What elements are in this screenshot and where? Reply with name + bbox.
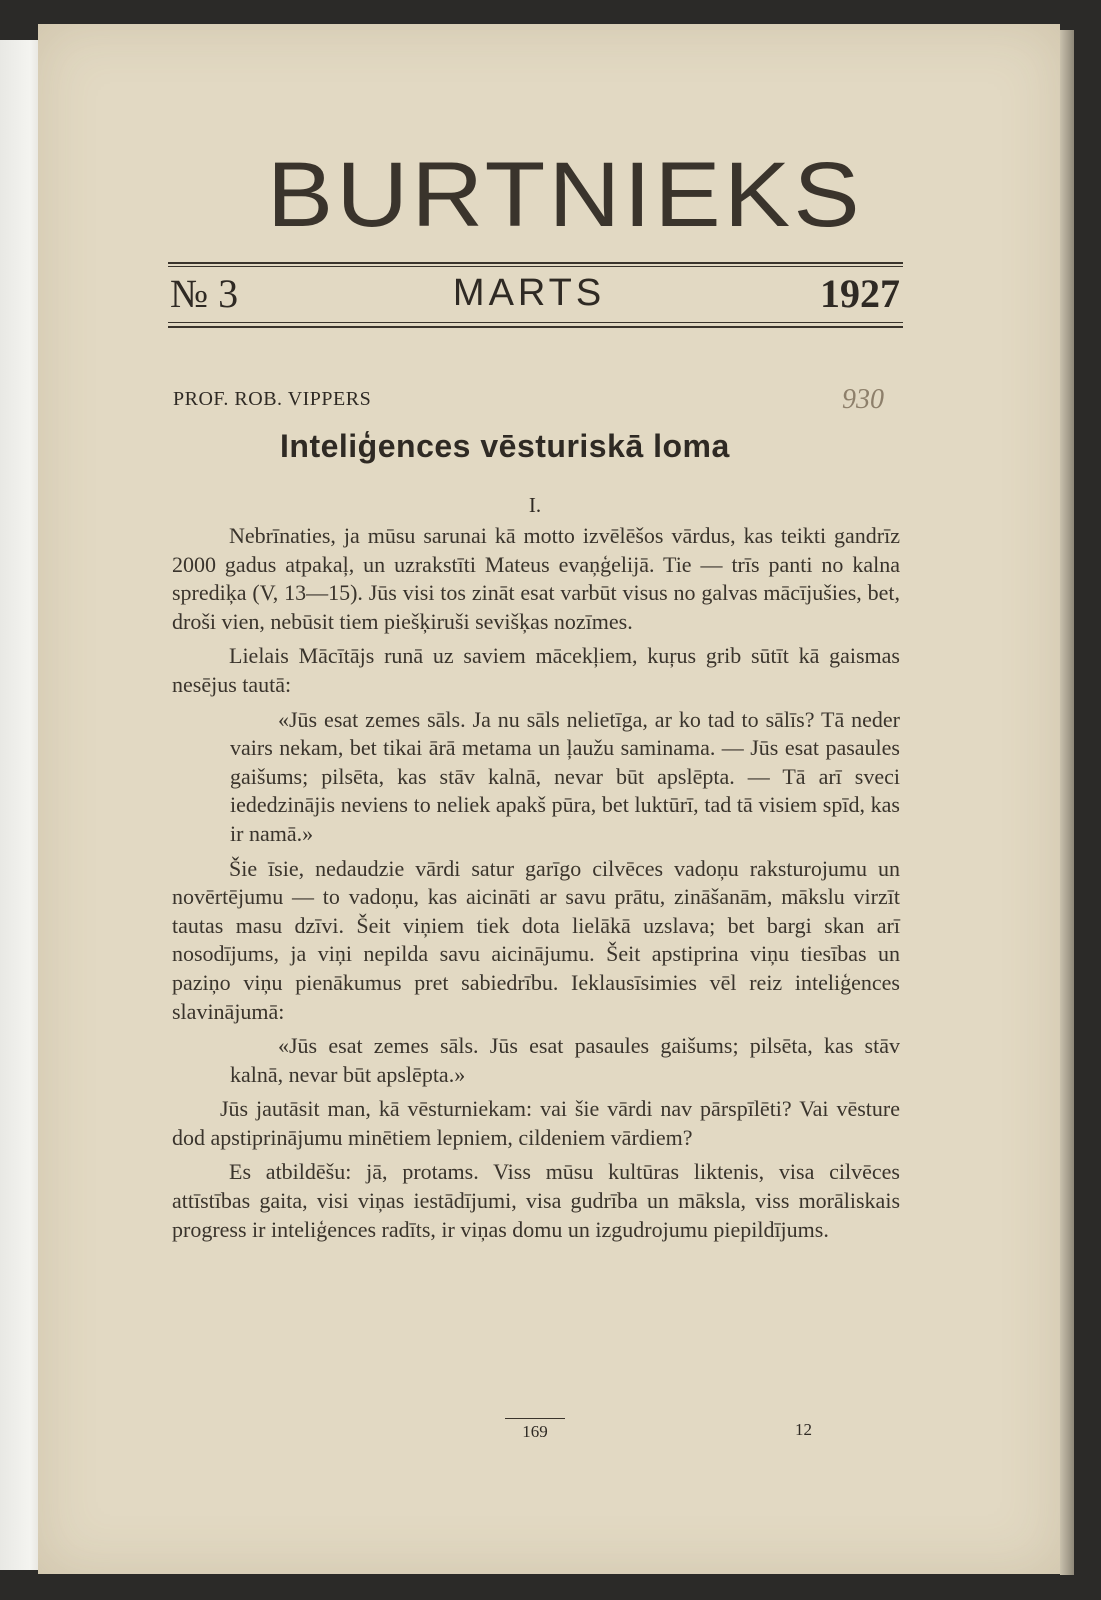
issue-number: № 3	[170, 270, 239, 316]
issue-month: MARTS	[452, 271, 606, 314]
section-number: I.	[528, 493, 542, 517]
paragraph: Es atbildēšu: jā, protams. Viss mūsu kultūras liktenis, visa cilvēces attīstības gaita, visi viņas iestādījumi, visa gudrība un māksla, viss morāliskais progress ir inteliģences radīts, ir viņas domu un izgudrojumu piepildījums.	[172, 1159, 900, 1242]
quotation: «Jūs esat zemes sāls. Jūs esat pasaules gaišums; pilsēta, kas stāv kalnā, nevar būt apslēpta.»	[230, 1033, 900, 1087]
journal-masthead: BURTNIEKS	[266, 144, 863, 246]
article-title: Inteliģences vēsturiskā loma	[280, 428, 730, 464]
article-body	[172, 522, 900, 1250]
page-edge	[1060, 30, 1074, 1575]
signature-number: 12	[795, 1420, 812, 1439]
masthead-rule-top	[168, 262, 903, 264]
masthead-rule-bottom	[168, 326, 903, 328]
quotation: «Jūs esat zemes sāls. Ja nu sāls nelietīga, ar ko tad to sālīs? Tā neder vairs nekam, bet tikai ārā metama un ļaužu saminama. — Jūs esat pasaules gaišums; pilsēta, kas stāv kalnā, nevar būt apslēpta. — Tā arī sveci iededzinājis neviens to neliek apakš pūra, bet luktūrī, tad tā visiem spīd, kas ir namā.»	[230, 706, 900, 846]
article-author: PROF. ROB. VIPPERS	[173, 388, 372, 410]
masthead-rule-bottom-thin	[168, 322, 903, 323]
paragraph: Lielais Mācītājs runā uz saviem mācekļiem, kuŗus grib sūtīt kā gaismas nesējus tautā:	[172, 643, 900, 697]
page-number: 169	[505, 1418, 565, 1442]
pencil-annotation: 930	[842, 384, 884, 415]
masthead-rule-top-thin	[168, 266, 903, 267]
paragraph: Šie īsie, nedaudzie vārdi satur garīgo cilvēces vadoņu raksturojumu un novērtējumu — to vadoņu, kas aicināti ar savu prātu, zināšanām, mākslu virzīt tautas masu dzīvi. Šeit viņiem tiek dota lielākā uzslava; bet bargi skan arī nosodījums, ja viņi nepilda savu aicinājumu. Šeit apstiprina viņu tiesības un paziņo viņu pienākumus pret sabiedrību. Ieklausīsimies vēl reiz inteliģences slavinājumā:	[172, 855, 900, 1024]
issue-line	[170, 268, 900, 318]
issue-year: 1927	[820, 270, 900, 316]
paragraph: Nebrīnaties, ja mūsu sarunai kā motto izvēlēšos vārdus, kas teikti gandrīz 2000 gadus atpakaļ, un uzrakstīti Mateus evaņģelijā. Tie — trīs panti no kalna sprediķa (V, 13—15). Jūs visi tos zināt esat varbūt visus no galvas mācījušies, bet, droši vien, nebūsit tiem piešķiruši sevišķas nozīmes.	[172, 523, 900, 634]
paragraph: Jūs jautāsit man, kā vēsturniekam: vai šie vārdi nav pārspīlēti? Vai vēsture dod apstiprinājumu minētiem lepniem, cildeniem vārdiem?	[172, 1096, 900, 1150]
